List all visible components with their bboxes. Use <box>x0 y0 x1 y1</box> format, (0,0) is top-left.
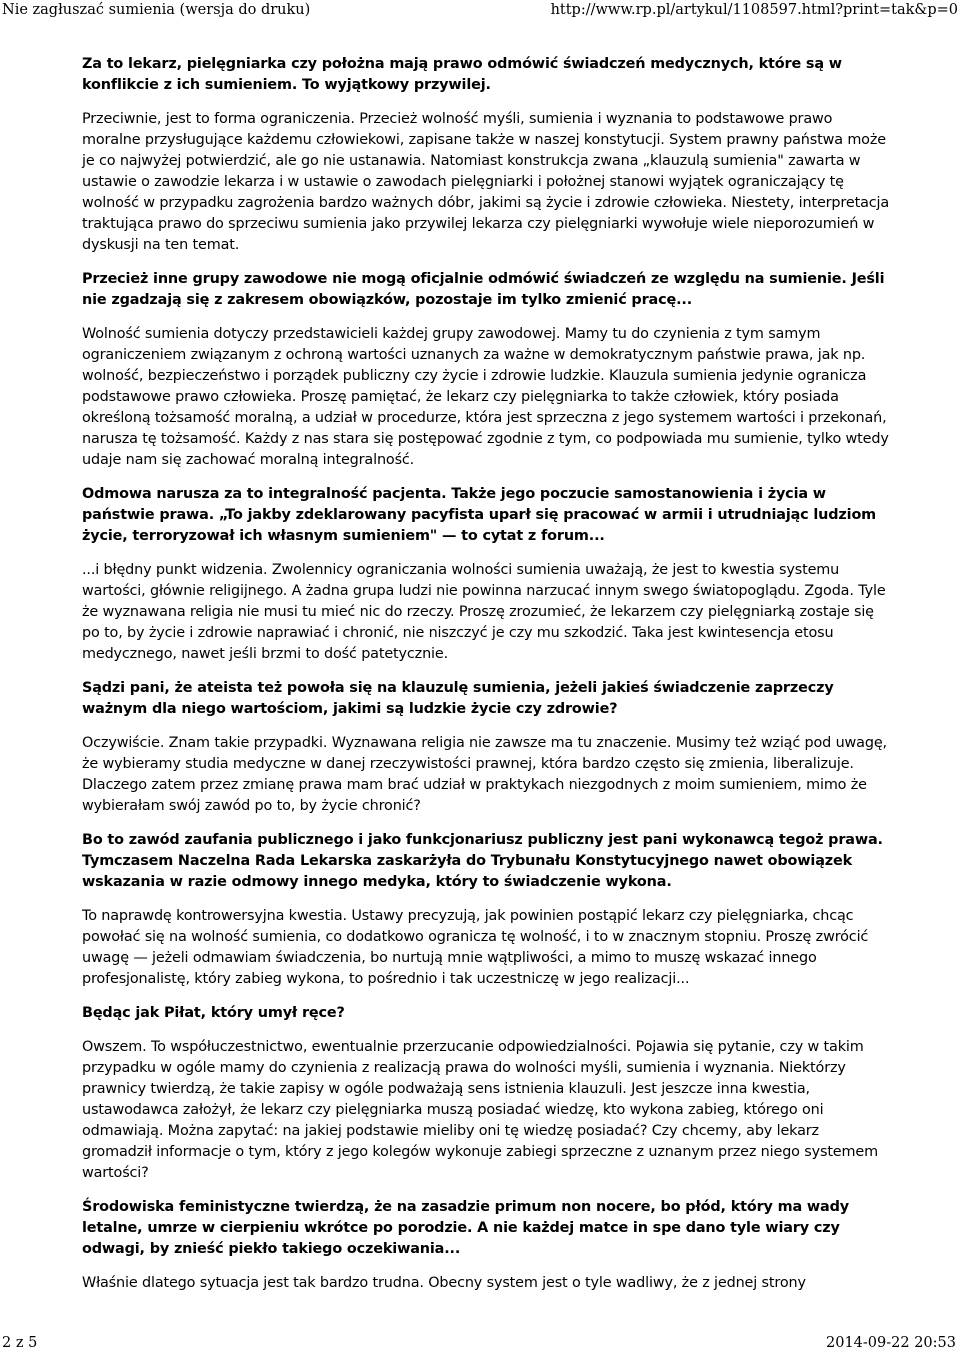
interview-answer: ...i błędny punkt widzenia. Zwolennicy ograniczania wolności sumienia uważają, że jest to kwestia systemu wartości, głównie religijnego. A żadna grupa ludzi nie powinna narzucać innym swego światopoglądu. Zgoda. Tyle że wyznawana religia nie musi tu mieć nic do rzeczy. Proszę zrozumieć, że lekarzem czy pielęgniarką zostaje się po to, by życie i zdrowie naprawiać i chronić, nie niszczyć je czy mu szkodzić. Taka jest kwintesencja etosu medycznego, nawet jeśli brzmi to dość patetycznie. <box>82 562 886 662</box>
interview-answer: Wolność sumienia dotyczy przedstawicieli każdej grupy zawodowej. Mamy tu do czynienia z tym samym ograniczeniem związanym z ochroną wartości uznanych za ważne w demokratycznym państwie prawa, jak np. wolność, bezpieczeństwo i porządek publiczny czy życie i zdrowie ludzkie. Klauzula sumienia jedynie ogranicza podstawowe prawo człowieka. Proszę pamiętać, że lekarz czy pielęgniarka to także człowiek, który posiada określoną tożsamość moralną, a udział w procedurze, która jest sprzeczna z jego systemem wartości i przekonań, narusza tę tożsamość. Każdy z nas stara się postępować zgodnie z tym, co podpowiada mu sumienie, tylko wtedy udaje nam się zachować moralną integralność. <box>82 326 889 468</box>
interview-answer: Właśnie dlatego sytuacja jest tak bardzo trudna. Obecny system jest o tyle wadliwy, że z jednej strony <box>82 1275 806 1291</box>
interview-answer: Owszem. To współuczestnictwo, ewentualnie przerzucanie odpowiedzialności. Pojawia się pytanie, czy w takim przypadku w ogóle mamy do czynienia z realizacją prawa do wolności myśli, sumienia i wyznania. Niektórzy prawnicy twierdzą, że takie zapisy w ogóle podważają sens istnienia klauzuli. Jest jeszcze inna kwestia, ustawodawca założył, że lekarz czy pielęgniarka muszą posiadać wiedzę, kto wykona zabieg, którego oni odmawiają. Można zapytać: na jakiej podstawie mieliby oni tę wiedzę posiadać? Czy chcemy, aby lekarz gromadził informacje o tym, który z jego kolegów wykonuje zabiegi sprzeczne z uznanym przez niego systemem wartości? <box>82 1039 878 1181</box>
interview-question: Sądzi pani, że ateista też powoła się na klauzulę sumienia, jeżeli jakieś świadczenie zaprzeczy ważnym dla niego wartościom, jakimi są ludzkie życie czy zdrowie? <box>82 680 834 717</box>
interview-answer: Oczywiście. Znam takie przypadki. Wyznawana religia nie zawsze ma tu znaczenie. Musimy też wziąć pod uwagę, że wybieramy studia medyczne w danej rzeczywistości prawnej, która bardzo często się zmienia, liberalizuje. Dlaczego zatem przez zmianę prawa mam brać udział w praktykach niezgodnych z moim sumieniem, mimo że wybierałam swój zawód po to, by życie chronić? <box>82 735 887 814</box>
article-body <box>82 54 892 1307</box>
interview-answer: To naprawdę kontrowersyjna kwestia. Ustawy precyzują, jak powinien postąpić lekarz czy pielęgniarka, chcąc powołać się na wolność sumienia, co dodatkowo ogranicza tę wolność, i to w znacznym stopniu. Proszę zwrócić uwagę — jeżeli odmawiam świadczenia, bo nurtują mnie wątpliwości, a mimo to muszę wskazać innego profesjonalistę, który zabieg wykona, to pośrednio i tak uczestniczę w jego realizacji... <box>82 908 869 987</box>
print-footer <box>0 1333 960 1354</box>
interview-question: Za to lekarz, pielęgniarka czy położna mają prawo odmówić świadczeń medycznych, które są w konflikcie z ich sumieniem. To wyjątkowy przywilej. <box>82 56 842 93</box>
print-page-url: http://www.rp.pl/artykul/1108597.html?print=tak&p=0 <box>550 2 958 18</box>
interview-question: Przecież inne grupy zawodowe nie mogą oficjalnie odmówić świadczeń ze względu na sumienie. Jeśli nie zgadzają się z zakresem obowiązków, pozostaje im tylko zmienić pracę... <box>82 271 885 308</box>
print-page-title: Nie zagłuszać sumienia (wersja do druku) <box>2 2 311 18</box>
interview-question: Bo to zawód zaufania publicznego i jako funkcjonariusz publiczny jest pani wykonawcą tegoż prawa. Tymczasem Naczelna Rada Lekarska zaskarżyła do Trybunału Konstytucyjnego nawet obowiązek wskazania w razie odmowy innego medyka, który to świadczenie wykona. <box>82 832 883 890</box>
page-number: 2 z 5 <box>2 1335 38 1351</box>
interview-question: Będąc jak Piłat, który umył ręce? <box>82 1005 345 1021</box>
interview-question: Środowiska feministyczne twierdzą, że na zasadzie primum non nocere, bo płód, który ma wady letalne, umrze w cierpieniu wkrótce po porodzie. A nie każdej matce in spe dano tyle wiary czy odwagi, by znieść piekło takiego oczekiwania... <box>82 1199 849 1257</box>
print-header <box>0 0 960 22</box>
interview-answer: Przeciwnie, jest to forma ograniczenia. Przecież wolność myśli, sumienia i wyznania to podstawowe prawo moralne przysługujące każdemu człowiekowi, zapisane także w naszej konstytucji. System prawny państwa może je co najwyżej potwierdzić, ale go nie ustanawia. Natomiast konstrukcja zwana „klauzulą sumienia" zawarta w ustawie o zawodzie lekarza i w ustawie o zawodach pielęgniarki i położnej stanowi wyjątek ograniczający tę wolność w przypadku zagrożenia bardzo ważnych dóbr, jakimi są życie i zdrowie człowieka. Niestety, interpretacja traktująca prawo do sprzeciwu sumienia jako przywilej lekarza czy pielęgniarki wywołuje wiele nieporozumień w dyskusji na ten temat. <box>82 111 890 253</box>
print-datetime: 2014-09-22 20:53 <box>826 1335 956 1351</box>
interview-question: Odmowa narusza za to integralność pacjenta. Także jego poczucie samostanowienia i życia w państwie prawa. „To jakby zdeklarowany pacyfista uparł się pracować w armii i utrudniając ludziom życie, terroryzował ich własnym sumieniem" — to cytat z forum... <box>82 486 877 544</box>
